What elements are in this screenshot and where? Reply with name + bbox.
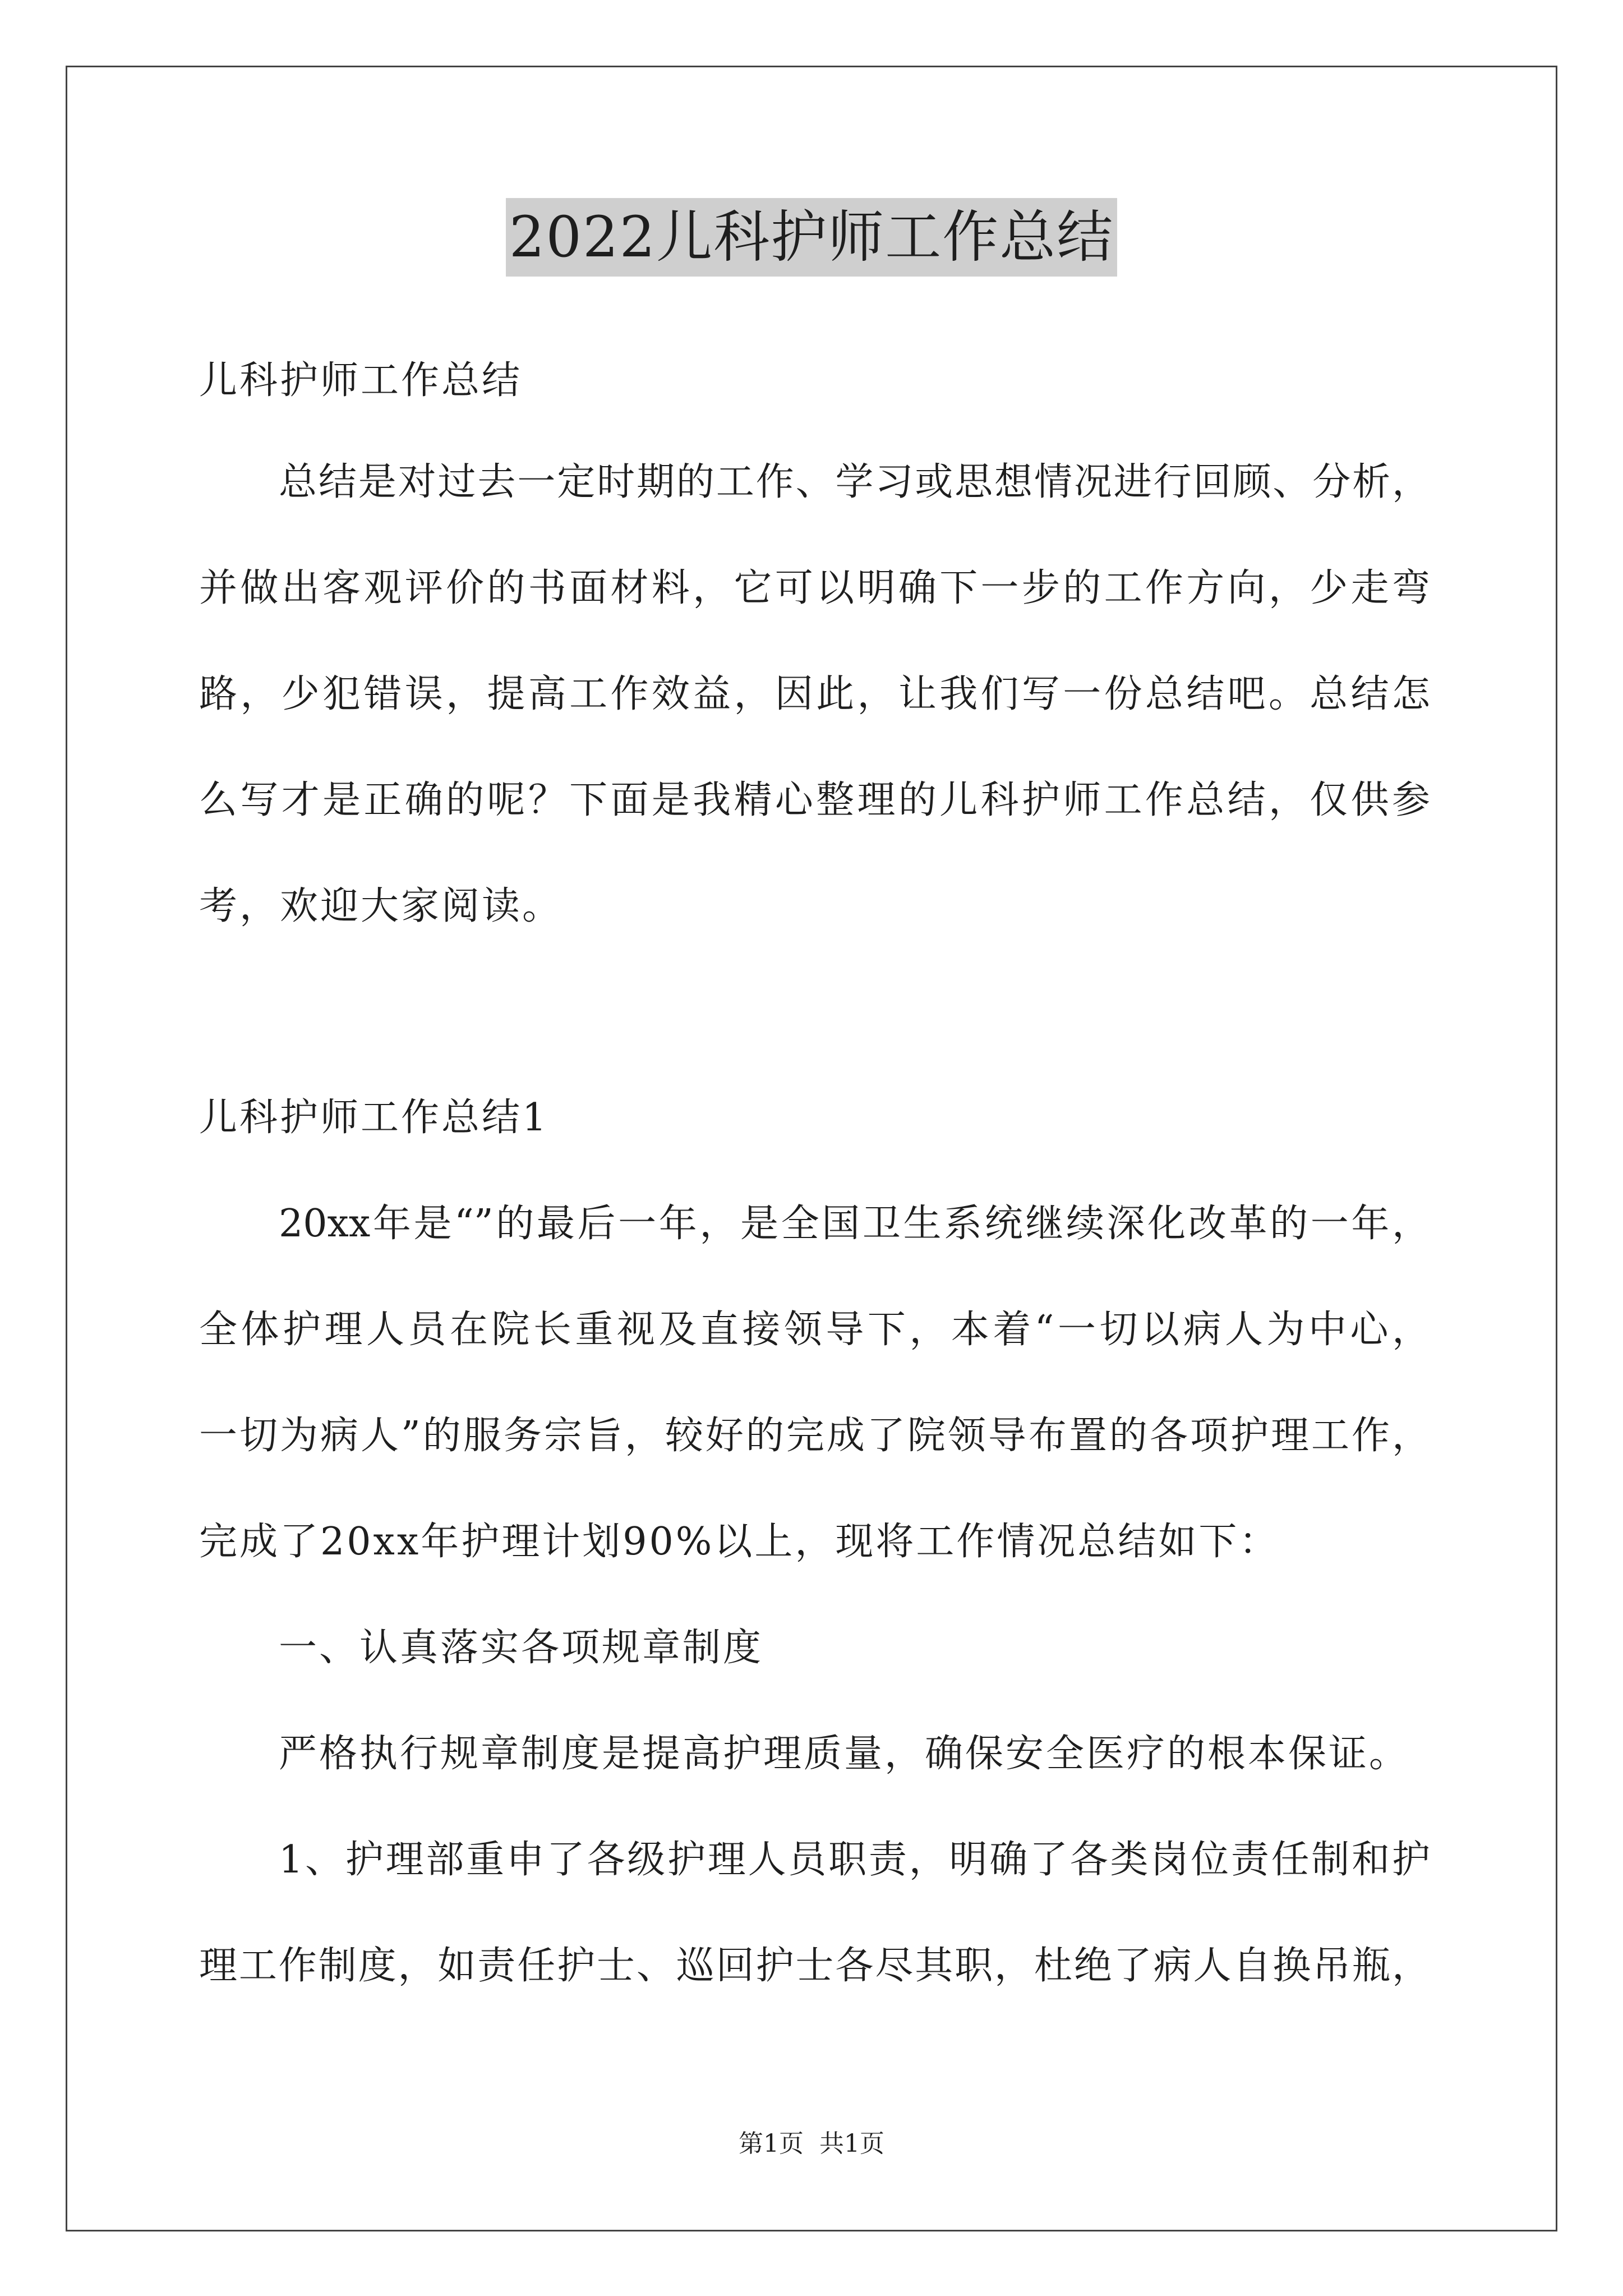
intro-line: 路，少犯错误，提高工作效益，因此，让我们写一份总结吧。总结怎 — [199, 672, 1430, 716]
body-line: 1、护理部重申了各级护理人员职责，明确了各类岗位责任制和护 — [279, 1838, 1430, 1882]
body-line: 理工作制度，如责任护士、巡回护士各尽其职，杜绝了病人自换吊瓶， — [199, 1944, 1430, 1988]
item-heading: 一、认真落实各项规章制度 — [279, 1626, 764, 1670]
intro-line: 总结是对过去一定时期的工作、学习或思想情况进行回顾、分析， — [279, 460, 1430, 504]
body-line: 完成了20xx年护理计划90%以上，现将工作情况总结如下： — [199, 1520, 1280, 1564]
document-title: 2022儿科护师工作总结 — [506, 198, 1118, 277]
body-line: 严格执行规章制度是提高护理质量，确保安全医疗的根本保证。 — [279, 1732, 1410, 1776]
body-line: 20xx年是“”的最后一年，是全国卫生系统继续深化改革的一年， — [279, 1202, 1430, 1246]
section-heading: 儿科护师工作总结1 — [199, 1096, 549, 1140]
body-line: 一切为病人”的服务宗旨，较好的完成了院领导布置的各项护理工作， — [199, 1414, 1430, 1458]
page-total: 共1页 — [819, 2129, 884, 2158]
intro-line: 么写才是正确的呢？下面是我精心整理的儿科护师工作总结，仅供参 — [199, 778, 1430, 822]
body-line: 全体护理人员在院长重视及直接领导下，本着“一切以病人为中心， — [199, 1308, 1430, 1352]
page-footer — [0, 2127, 1623, 2161]
intro-line: 考，欢迎大家阅读。 — [199, 884, 563, 928]
title-wrapper — [0, 198, 1623, 277]
document-subtitle: 儿科护师工作总结 — [199, 358, 523, 403]
intro-line: 并做出客观评价的书面材料，它可以明确下一步的工作方向，少走弯 — [199, 566, 1430, 610]
page-number: 第1页 — [739, 2129, 804, 2158]
